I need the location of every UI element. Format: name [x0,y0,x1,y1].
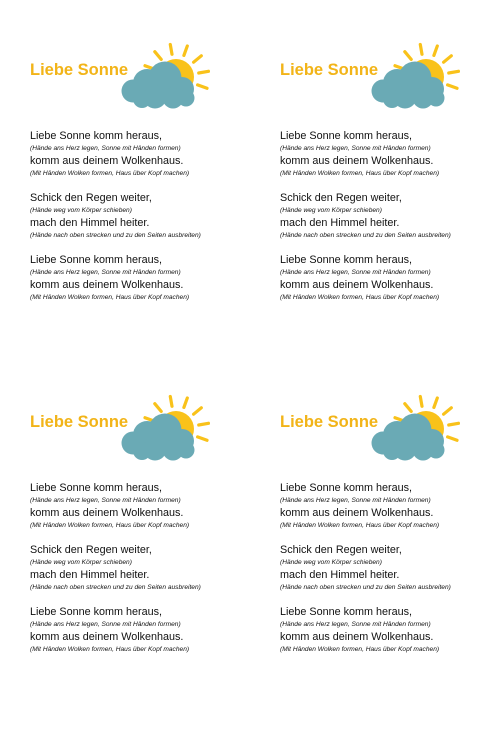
gesture-instruction: (Mit Händen Wolken formen, Haus über Kopf machen) [30,646,190,653]
gesture-instruction: (Hände weg vom Körper schieben) [30,207,132,214]
lyric-line: komm aus deinem Wolkenhaus. [280,631,434,643]
sun-ray [449,423,459,425]
lyric-line: Liebe Sonne komm heraus, [30,130,163,142]
lyric-line: mach den Himmel heiter. [30,569,150,581]
lyric-line: komm aus deinem Wolkenhaus. [280,507,434,519]
gesture-instruction: (Hände weg vom Körper schieben) [280,559,382,566]
lyric-line: komm aus deinem Wolkenhaus. [280,155,434,167]
gesture-instruction: (Hände ans Herz legen, Sonne mit Händen formen) [30,269,181,276]
lyric-line: mach den Himmel heiter. [280,569,400,581]
sun-ray [184,398,187,407]
sun-behind-cloud-icon [110,380,210,462]
lyric-line: Liebe Sonne komm heraus, [30,482,163,494]
sun-ray [198,85,207,88]
sun-ray [194,408,202,414]
sun-ray [184,46,187,55]
gesture-instruction: (Mit Händen Wolken formen, Haus über Kopf machen) [280,646,440,653]
gesture-instruction: (Mit Händen Wolken formen, Haus über Kopf machen) [30,522,190,529]
song-card [280,409,500,739]
gesture-instruction: (Mit Händen Wolken formen, Haus über Kopf machen) [280,170,440,177]
gesture-instruction: (Hände ans Herz legen, Sonne mit Händen formen) [30,145,181,152]
sun-ray [199,71,209,73]
stanza [30,129,260,179]
gesture-instruction: (Hände nach oben strecken und zu den Seiten ausbreiten) [30,232,201,239]
lyric-line: komm aus deinem Wolkenhaus. [30,631,184,643]
sun-ray [155,404,161,412]
stanza [280,543,500,593]
gesture-instruction: (Mit Händen Wolken formen, Haus über Kopf machen) [280,522,440,529]
sun-behind-cloud-icon [360,380,460,462]
song-card [30,409,260,739]
sun-ray [198,437,207,440]
sun-ray [405,404,411,412]
lyric-line: Liebe Sonne komm heraus, [30,606,163,618]
lyrics [30,129,260,315]
sun-ray [420,45,422,55]
lyric-line: Liebe Sonne komm heraus, [280,254,413,266]
gesture-instruction: (Mit Händen Wolken formen, Haus über Kopf machen) [30,170,190,177]
gesture-instruction: (Hände ans Herz legen, Sonne mit Händen formen) [280,145,431,152]
sun-ray [444,56,452,62]
lyric-line: mach den Himmel heiter. [280,217,400,229]
stanza [30,605,260,655]
sun-ray [170,45,172,55]
lyric-line: mach den Himmel heiter. [30,217,150,229]
gesture-instruction: (Hände ans Herz legen, Sonne mit Händen formen) [30,497,181,504]
sun-ray [170,397,172,407]
gesture-instruction: (Hände weg vom Körper schieben) [280,207,382,214]
lyric-line: Liebe Sonne komm heraus, [280,130,413,142]
song-title: Liebe Sonne [30,413,129,431]
song-title: Liebe Sonne [280,61,379,79]
lyric-line: Schick den Regen weiter, [30,192,152,204]
sun-ray [434,46,437,55]
lyric-line: Liebe Sonne komm heraus, [280,482,413,494]
stanza [30,543,260,593]
gesture-instruction: (Hände ans Herz legen, Sonne mit Händen formen) [280,269,431,276]
sun-ray [420,397,422,407]
gesture-instruction: (Hände nach oben strecken und zu den Seiten ausbreiten) [30,584,201,591]
gesture-instruction: (Hände ans Herz legen, Sonne mit Händen formen) [280,621,431,628]
stanza [30,481,260,531]
lyric-line: Schick den Regen weiter, [280,544,402,556]
sun-ray [434,398,437,407]
lyrics [30,481,260,667]
sun-ray [448,85,457,88]
sun-ray [194,56,202,62]
gesture-instruction: (Hände weg vom Körper schieben) [30,559,132,566]
lyric-line: komm aus deinem Wolkenhaus. [30,155,184,167]
lyrics [280,129,500,315]
sun-ray [199,423,209,425]
sun-behind-cloud-icon [110,28,210,110]
song-title: Liebe Sonne [30,61,129,79]
gesture-instruction: (Hände ans Herz legen, Sonne mit Händen formen) [30,621,181,628]
stanza [280,253,500,303]
stanza [30,191,260,241]
stanza [30,253,260,303]
stanza [280,481,500,531]
lyric-line: komm aus deinem Wolkenhaus. [30,507,184,519]
gesture-instruction: (Hände nach oben strecken und zu den Seiten ausbreiten) [280,584,451,591]
stanza [280,129,500,179]
lyric-line: komm aus deinem Wolkenhaus. [30,279,184,291]
lyric-line: Schick den Regen weiter, [280,192,402,204]
stanza [280,605,500,655]
gesture-instruction: (Mit Händen Wolken formen, Haus über Kopf machen) [280,294,440,301]
sun-ray [155,52,161,60]
sun-ray [449,71,459,73]
gesture-instruction: (Mit Händen Wolken formen, Haus über Kopf machen) [30,294,190,301]
song-title: Liebe Sonne [280,413,379,431]
lyric-line: Liebe Sonne komm heraus, [280,606,413,618]
sun-behind-cloud-icon [360,28,460,110]
sun-ray [448,437,457,440]
stanza [280,191,500,241]
song-card [30,57,260,387]
lyrics [280,481,500,667]
sun-ray [405,52,411,60]
song-card [280,57,500,387]
lyric-line: Schick den Regen weiter, [30,544,152,556]
gesture-instruction: (Hände nach oben strecken und zu den Seiten ausbreiten) [280,232,451,239]
sun-ray [444,408,452,414]
lyric-line: komm aus deinem Wolkenhaus. [280,279,434,291]
lyric-line: Liebe Sonne komm heraus, [30,254,163,266]
gesture-instruction: (Hände ans Herz legen, Sonne mit Händen formen) [280,497,431,504]
